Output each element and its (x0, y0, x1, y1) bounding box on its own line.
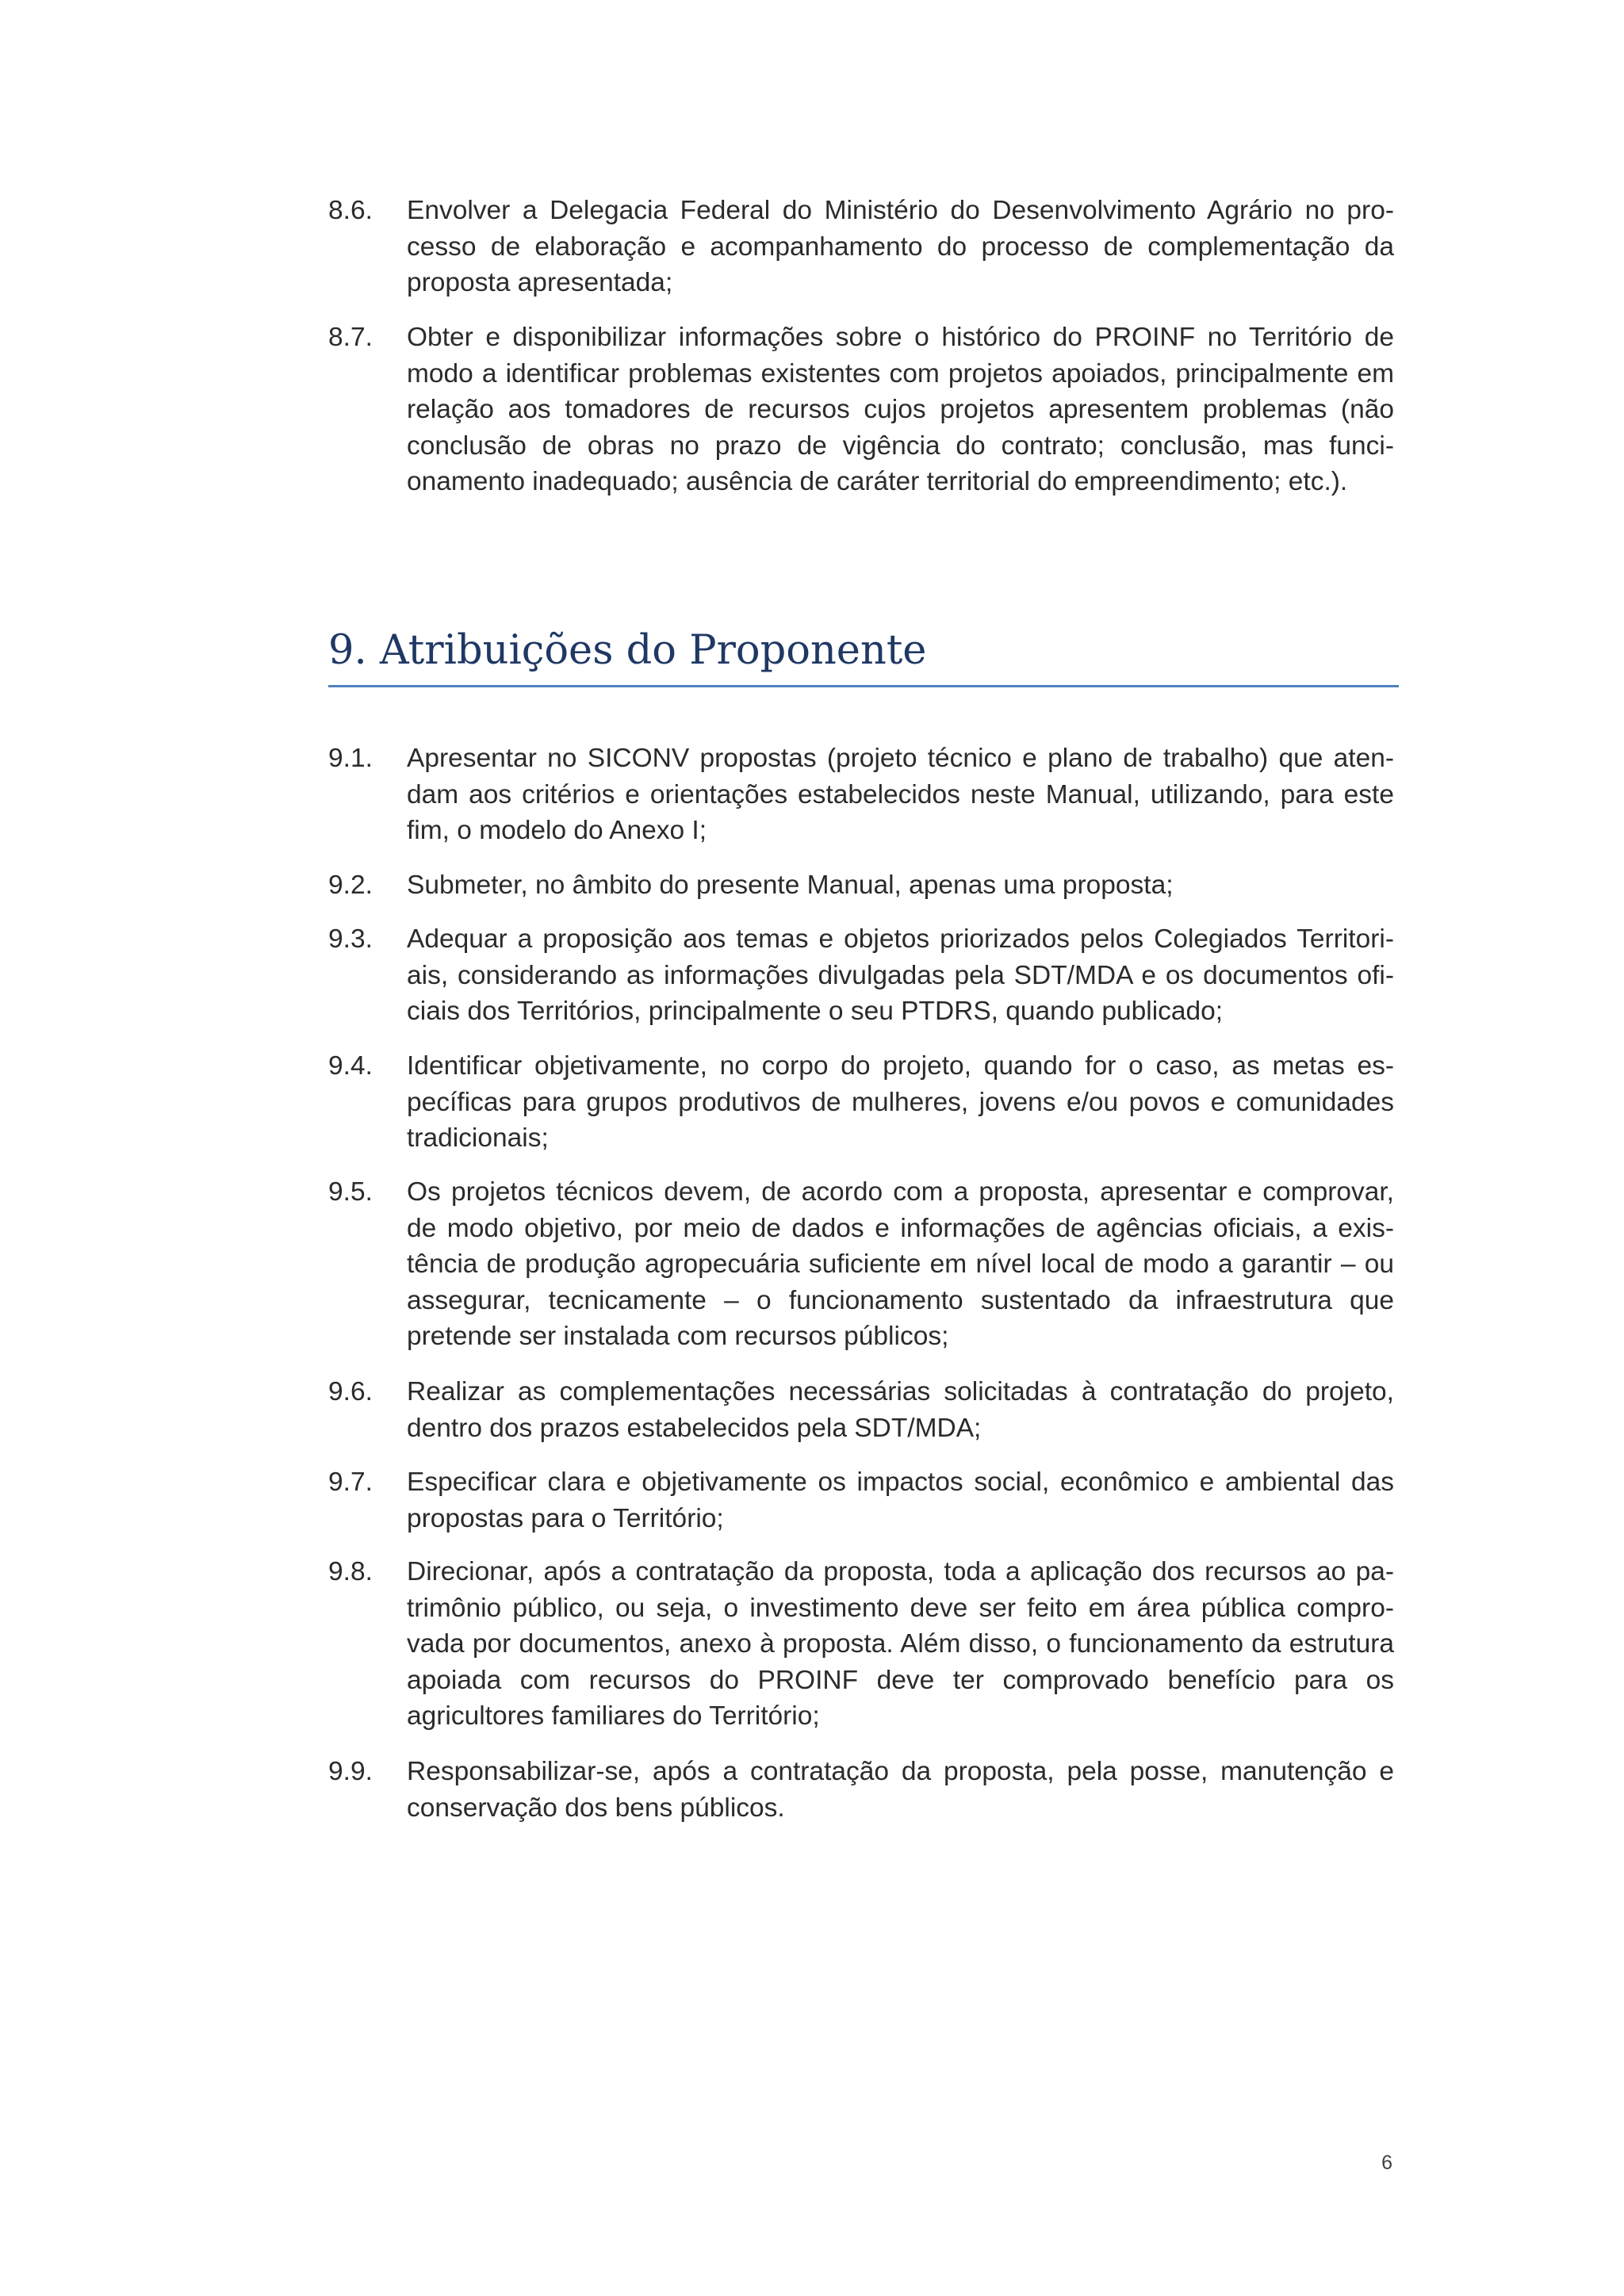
item-number: 9.1. (328, 744, 373, 773)
list-item-9-7 (328, 1464, 1394, 1536)
list-item-9-6 (328, 1374, 1394, 1446)
item-text: Os projetos técnicos devem, de acordo com a proposta, apresentar e comprovar, de modo objetivo, por meio de dados e informações de agências oficiais, a existência de produção agropecuária suficiente em nível local de modo a garantir – ou assegurar, tecnicamente – o funcionamento sustentado da infraestrutura que pretende ser instalada com recursos públicos; (407, 1177, 1394, 1352)
item-number: 9.4. (328, 1051, 373, 1081)
item-text: Responsabilizar-se, após a contratação da proposta, pela posse, manutenção e conservação dos bens públicos. (407, 1757, 1394, 1823)
item-number: 8.6. (328, 196, 373, 225)
list-item-9-9 (328, 1754, 1394, 1826)
section-heading: 9. Atribuições do Proponente (328, 627, 927, 674)
item-text: Especificar clara e objetivamente os impactos social, econômico e ambiental das propostas para o Território; (407, 1468, 1394, 1533)
list-item-9-2 (328, 867, 1394, 904)
item-text: Adequar a proposição aos temas e objetos priorizados pelos Colegiados Territoriais, considerando as informações divulgadas pela SDT/MDA e os documentos oficiais dos Territórios, principalmente o seu PTDRS, quando publicado; (407, 924, 1394, 1027)
list-item-9-4 (328, 1048, 1394, 1157)
item-text: Submeter, no âmbito do presente Manual, apenas uma proposta; (407, 871, 1174, 900)
item-text: Realizar as complementações necessárias solicitadas à contratação do projeto, dentro dos prazos estabelecidos pela SDT/MDA; (407, 1377, 1394, 1443)
item-number: 9.5. (328, 1177, 373, 1207)
item-number: 9.6. (328, 1377, 373, 1406)
item-text: Envolver a Delegacia Federal do Ministério do Desenvolvimento Agrário no processo de elaboração e acompanhamento do processo de complementação da proposta apresentada; (407, 196, 1394, 298)
item-number: 9.2. (328, 871, 373, 900)
list-item-9-8 (328, 1554, 1394, 1735)
item-number: 9.3. (328, 924, 373, 954)
item-number: 9.9. (328, 1757, 373, 1786)
item-text: Apresentar no SICONV propostas (projeto técnico e plano de trabalho) que atendam aos critérios e orientações estabelecidos neste Manual, utilizando, para este fim, o modelo do Anexo I; (407, 744, 1394, 846)
item-text: Identificar objetivamente, no corpo do projeto, quando for o caso, as metas específicas para grupos produtivos de mulheres, jovens e/ou povos e comunidades tradicionais; (407, 1051, 1394, 1154)
heading-underline (328, 685, 1399, 687)
item-number: 9.7. (328, 1468, 373, 1497)
item-text: Obter e disponibilizar informações sobre o histórico do PROINF no Território de modo a identificar problemas existentes com projetos apoiados, principalmente em relação aos tomadores de recursos cujos projetos apresentem problemas (não conclusão de obras no prazo de vigência do contrato; conclusão, mas funcionamento inadequado; ausência de caráter territorial do empreendimento; etc.). (407, 323, 1394, 497)
item-number: 8.7. (328, 323, 373, 352)
page-number: 6 (1381, 2152, 1392, 2174)
list-item-9-3 (328, 921, 1394, 1030)
item-text: Direcionar, após a contratação da proposta, toda a aplicação dos recursos ao patrimônio público, ou seja, o investimento deve ser feito em área pública comprovada por documentos, anexo à proposta. Além disso, o funcionamento da estrutura apoiada com recursos do PROINF deve ter comprovado benefício para os agricultores familiares do Território; (407, 1557, 1394, 1732)
list-item-8-6 (328, 193, 1394, 301)
list-item-9-5 (328, 1174, 1394, 1355)
item-number: 9.8. (328, 1557, 373, 1586)
list-item-8-7 (328, 320, 1394, 500)
list-item-9-1 (328, 740, 1394, 849)
